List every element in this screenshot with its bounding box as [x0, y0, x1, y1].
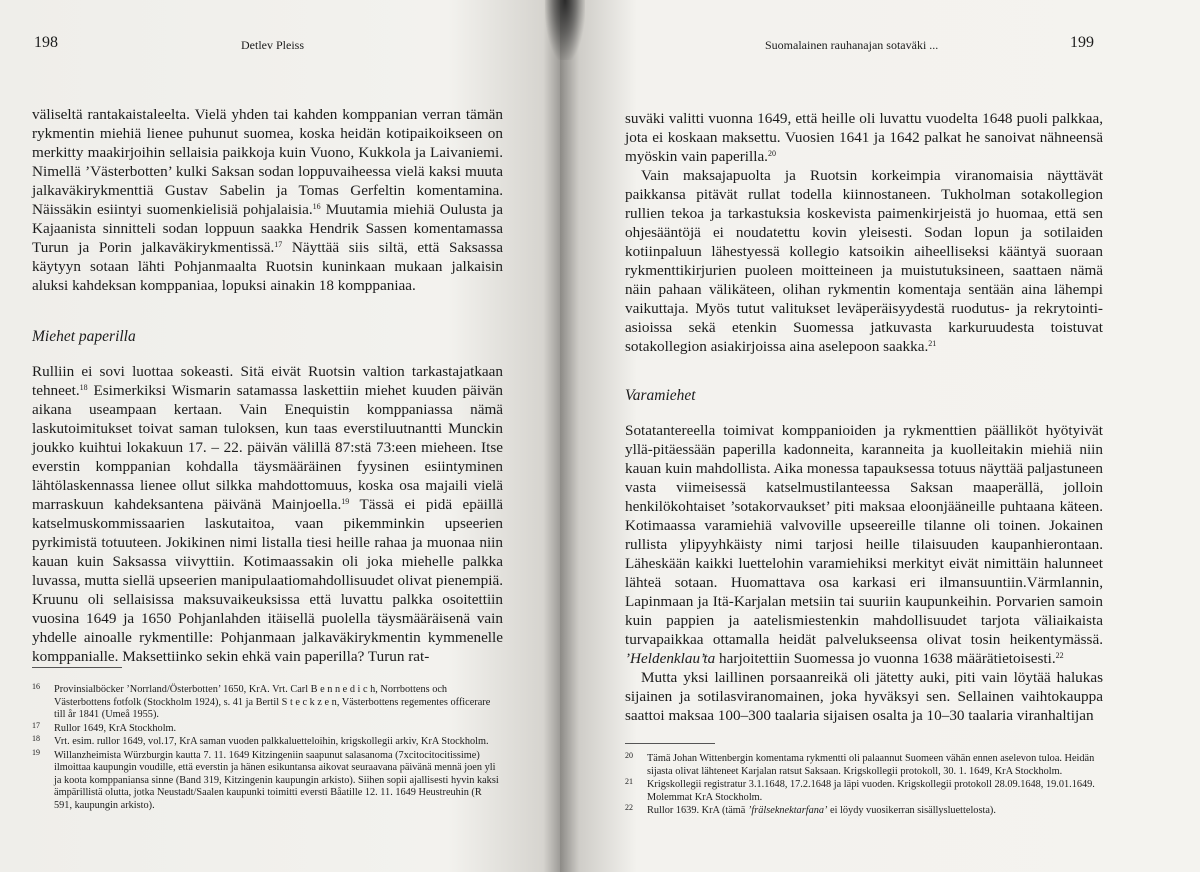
section-heading: Varamiehet: [625, 387, 696, 404]
footnote-rule: [32, 667, 122, 668]
text-run: Muutamia miehiä Oulusta ja Kajaanista sinnitteli sodan loppuun saakka Hendrik Sassen komentamassa Turun ja Porin jalkaväkirykmentissä.: [32, 201, 503, 256]
footnote: [32, 684, 500, 722]
text-run: Sotatantereella toimivat komppanioiden ja rykmenttien päälliköt hyötyivät yllä-pitäessään paperilla kadonneita, karanneita ja kuolleitakin miehiä niin kauan kuin mahdollista. Aika monessa tapauksessa totuus näyttää paljastuneen vasta viimeisessä katselmustilanteessa Saksan maaperällä, jolloin henkilökohtaiset ’sotakorvaukset’ piti maksaa eloonjääneille puhtaana käteen. Kotimaassa varamiehiä valvoville upseereille tilanne oli toinen. Jokainen rullista ylipyyhkäisty nimi tarjosi heille tilaisuuden kaupanhierontaan. Läheskään kaikki luettelohin varamiehiksi merkityt eivät nimittäin halunneet lähteä sotaan. Huomattava osa karkasi eri ilmansuuntiin.Värmlannin, Lapinmaan ja Itä-Karjalan metsiin tai suuriin kaupunkeihin. Porvarien samoin kuin pappien ja aatelismiestenkin mahdollisuudet tarjota väliaikaista turvapaikkaa ottamalla heidät palvelukseensa olivat tosin heikentymässä.: [625, 422, 1103, 648]
footnote-number: 16: [32, 682, 40, 691]
gutter-shadow: [545, 0, 585, 60]
footnote-number: 18: [32, 734, 40, 743]
running-head: Suomalainen rauhanajan sotaväki ...: [765, 38, 939, 52]
paragraph: [32, 362, 503, 666]
right-page: [560, 0, 1200, 872]
footnote-number: 21: [625, 777, 633, 786]
text-run: ei löydy vuosikerran sisällysluettelosta).: [827, 805, 996, 816]
footnote-text: Provinsialböcker ’Norrland/Österbotten’ 1650, KrA. Vrt. Carl B e n n e d i c h, Norrbottens och Västerbottens fotfolk (Stockholm 1924), s. 41 ja Bertil S t e c k z e n, Västerbottens regementes officerare till år 1841 (Umeå 1955).: [54, 684, 491, 720]
footnote-number: 17: [32, 720, 40, 730]
italic-text: ’Heldenklau’ta: [625, 650, 716, 667]
text-run: Rulliin ei sovi luottaa sokeasti. Sitä eivät Ruotsin valtion tarkastajatkaan tehneet.: [32, 363, 503, 399]
text-run: harjoitettiin Suomessa jo vuonna 1638 määrätietoisesti.: [715, 650, 1056, 667]
footnote-rule: [625, 743, 715, 744]
footnote-number: 20: [625, 751, 633, 760]
footnotes-right: [625, 753, 1103, 819]
footnote-text: Rullor 1649, KrA Stockholm.: [54, 722, 177, 734]
footnote-ref: 18: [79, 383, 88, 392]
text-run: Rullor 1639. KrA (tämä: [647, 805, 748, 816]
footnote-number: 19: [32, 747, 40, 757]
footnote: [625, 805, 1103, 818]
footnote-ref: 22: [1055, 651, 1064, 660]
footnote-text: Vrt. esim. rullor 1649, vol.17, KrA saman vuoden palkkaluetteloihin, krigskollegii arkiv, KrA Stockholm.: [54, 736, 489, 747]
footnote-ref: 17: [274, 240, 283, 249]
footnote-ref: 21: [928, 339, 937, 348]
paragraph: [625, 668, 1103, 725]
text-run: väliseltä rantakaistaleelta. Vielä yhden tai kahden komppanian verran tämän rykmentin miehiä lienee puhunut suomea, koska heidän kotipaikoikseen on merkitty maakirjoihin sellaisia paikkoja kuin Vuono, Kukkola ja Laivaniemi. Nimellä ’Västerbotten’ kulki Saksan sodan loppuvaiheessa vielä kaksi muuta jalkaväkirykmenttiä Gustav Sabelin ja Tomas Gerfeltin komentamina. Näissäkin esiintyi suomenkielisiä pohjalaisia.: [32, 106, 503, 218]
footnote: [625, 753, 1103, 778]
text-run: Näyttää siis siltä, että Saksassa käytyyn sotaan lähti Pohjanmaalta Ruotsin kuninkaan mukaan jalkaisin aluksi kahdeksan komppaniaa, lopuksi ainakin 18 komppaniaa.: [32, 239, 503, 294]
left-page: [0, 0, 560, 872]
page-number: 199: [1070, 34, 1094, 51]
footnote: [32, 736, 500, 749]
text-run: suväki valitti vuonna 1649, että heille oli luvattu vuodelta 1648 puoli palkkaa, jota ei koskaan maksettu. Vuosien 1641 ja 1642 palkat he sanoivat nähneensä myöskin vain paperilla.: [625, 110, 1103, 165]
main-text-left: [32, 105, 503, 666]
footnotes-left: [32, 684, 500, 813]
footnote: [32, 747, 500, 813]
text-run: Esimerkiksi Wismarin satamassa laskettiin miehet kuuden päivän aikana useampaan kertaan. Vain Enequistin komppaniassa nämä laskutoimitukset toivat saman tuloksen, kun taas everstiluutnantti Munckin joukko kuihtui lokakuun 17. – 22. päivän välillä 87:stä 73:een mieheen. Itse everstin komppanian kohdalla täysmääräinen fyysinen esiintyminen lähtölaskennassa lienee ollut silkka mahdottomuus, koska osa majaili vielä marraskuun kahdeksantena päivänä Mainjoella.: [32, 382, 503, 513]
text-run: Vain maksajapuolta ja Ruotsin korkeimpia viranomaisia näyttävät paikkansa pitävät rullat todella kiinnostaneen. Tukholman sotakollegion rullien tekoa ja tarkastuksia koskevista paimenkirjeistä jo huomaa, että sen ohjesääntöjä ei noudatettu kovin yleisesti. Sodan lopun ja sotilaiden kotiinpaluun lähestyessä kollegio katsoikin aiheelliseksi kääntyä suoraan rykmenttikirjurien puoleen moitteineen ja muistutuksineen, saattaen nämä näin pahaan välikäteen, olihan rykmentin komentaja sentään aina lähempi vaikuttaja. Myös tutut valitukset leväperäisyydestä ruodutus- ja rekrytointi-asioissa sekä etenkin Suomessa jatkuvasta karkuruudesta toistuvat sotakollegion asiakirjoissa aina aselepoon saakka.: [625, 167, 1103, 355]
text-run: Tämä Johan Wittenbergin komentama rykmentti oli palaannut Suomeen vähän ennen aselevon tuloa. Heidän sijasta olivat lähteneet Karjalan ratsut Saksaan. Krigskollegii protokoll, 30. 1. 1649, KrA Stockholm.: [647, 753, 1095, 777]
footnote: [32, 720, 500, 736]
italic-text: ’frälseknektarfana’: [747, 805, 828, 816]
footnote-ref: 20: [767, 149, 776, 158]
text-run: Tässä ei pidä epäillä katselmuskommissaarien laskutaitoa, vaan pikemminkin upseerien pyrkimistä totuuteen. Jokikinen nimi listalla tiesi heille rahaa ja muonaa niin kauan kuin Saksassa viivyttiin. Kotimaassakin oli joka miehelle palkka luvassa, mutta siellä upseerien manipulaatiomahdollisuudet olivat pienempiä. Kruunu oli sellaisissa maksuvaikeuksissa että luvattu palkka osoitettiin vuosina 1649 ja 1650 Pohjanlahden itäisellä puolella täysmääräisenä vain yhdelle ainoalle rykmentille: Pohjanmaan jalkaväkirykmentin kymmenelle komppanialle. Maksettiinko sekin ehkä vain paperilla? Turun rat-: [32, 496, 504, 665]
paragraph: [625, 166, 1103, 356]
footnote-text: Willanzheimista Würzburgin kautta 7. 11. 1649 Kitzingeniin saapunut salasanoma (7xcitocitocitissime) ilmoittaa kaupungin voudille, että everstin ja hänen esikuntansa aikovat seuraavana päivänä mennä joen yli ja koota komppaniansa sinne (Band 319, Kitzingenin kaupungin arkisto). Siihen sopii ajallisesti hyvin kaksi ämpärillistä olutta, jotka Neustadt/Saalen kaupunki toimitti eversti Båatille 12. 11. 1649 Heustreuhin (R 591, kaupungin arkisto).: [54, 749, 499, 811]
footnote: [625, 779, 1103, 804]
footnote-ref: 19: [341, 497, 350, 506]
paragraph: [32, 105, 503, 295]
section-heading: Miehet paperilla: [32, 328, 136, 345]
main-text-right: [625, 109, 1103, 725]
running-head: Detlev Pleiss: [241, 38, 304, 52]
page-number: 198: [34, 34, 58, 51]
paragraph: [625, 109, 1103, 166]
text-run: Krigskollegii registratur 3.1.1648, 17.2.1648 ja läpi vuoden. Krigskollegii protokoll 28.09.1648, 19.01.1649. Molemmat KrA Stockholm.: [647, 779, 1095, 803]
footnote-ref: 16: [312, 202, 321, 211]
text-run: Mutta yksi laillinen porsaanreikä oli jätetty auki, piti vain löytää halukas sijainen ja sotilasviranomainen, joka hyväksyi sen. Sellainen vaihtokauppa saattoi maksaa 100–300 taalaria sijaisen osalta ja 10–30 taalaria viranhaltijan: [625, 669, 1103, 724]
paragraph: [625, 421, 1103, 668]
footnote-number: 22: [625, 803, 633, 812]
